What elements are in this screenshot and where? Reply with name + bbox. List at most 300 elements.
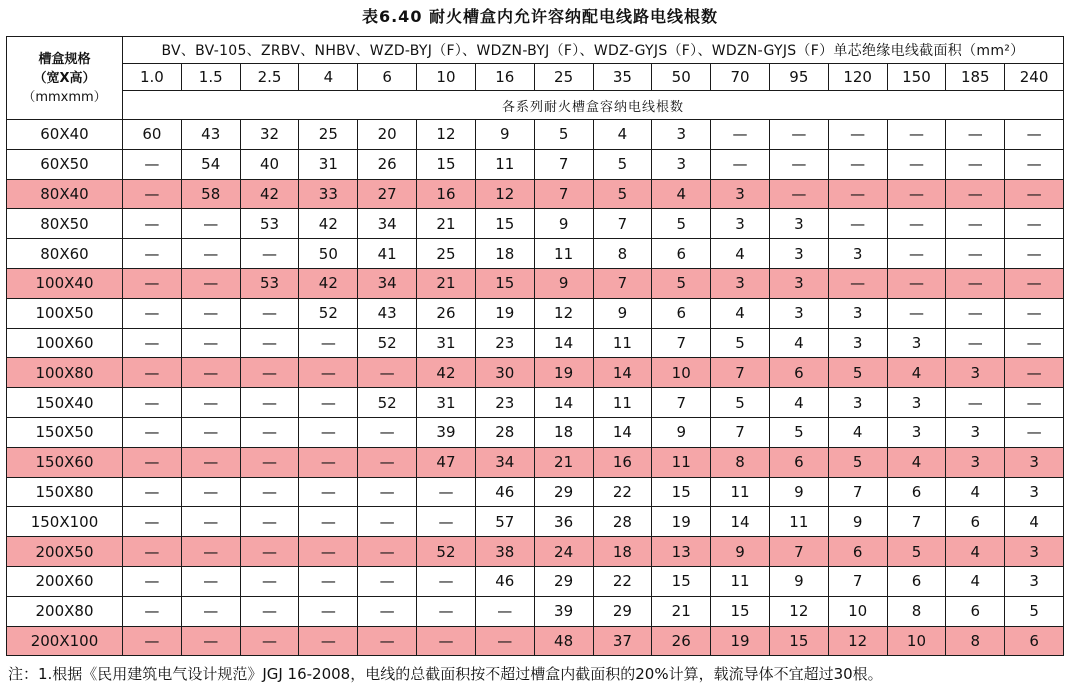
count-cell: — xyxy=(181,417,240,447)
count-cell: 52 xyxy=(358,328,417,358)
count-cell: 14 xyxy=(593,417,652,447)
count-cell: — xyxy=(946,328,1005,358)
count-cell: — xyxy=(299,626,358,656)
count-cell: — xyxy=(475,596,534,626)
count-cell: 58 xyxy=(181,179,240,209)
size-header-cell: 35 xyxy=(593,64,652,91)
count-cell: — xyxy=(1005,179,1064,209)
count-cell: — xyxy=(475,626,534,656)
count-cell: 38 xyxy=(475,537,534,567)
count-cell: 24 xyxy=(534,537,593,567)
count-cell: 52 xyxy=(417,537,476,567)
count-cell: 4 xyxy=(946,537,1005,567)
count-cell: — xyxy=(946,179,1005,209)
count-cell: 53 xyxy=(240,209,299,239)
count-cell: 29 xyxy=(534,566,593,596)
count-cell: 3 xyxy=(769,268,828,298)
count-cell: — xyxy=(358,626,417,656)
count-cell: 4 xyxy=(946,477,1005,507)
count-cell: 3 xyxy=(946,358,1005,388)
count-cell: 25 xyxy=(299,120,358,150)
count-cell: 16 xyxy=(417,179,476,209)
count-cell: 6 xyxy=(887,566,946,596)
count-cell: 12 xyxy=(417,120,476,150)
count-cell: 9 xyxy=(475,120,534,150)
count-cell: — xyxy=(1005,239,1064,269)
spec-cell: 100X60 xyxy=(7,328,123,358)
count-cell: 42 xyxy=(240,179,299,209)
count-cell: 5 xyxy=(828,447,887,477)
count-cell: — xyxy=(417,566,476,596)
count-cell: 3 xyxy=(946,447,1005,477)
count-cell: — xyxy=(123,417,182,447)
spec-cell: 150X80 xyxy=(7,477,123,507)
count-cell: 4 xyxy=(1005,507,1064,537)
spec-cell: 150X100 xyxy=(7,507,123,537)
count-cell: — xyxy=(240,388,299,418)
count-cell: — xyxy=(299,358,358,388)
count-cell: — xyxy=(123,477,182,507)
spec-cell: 200X80 xyxy=(7,596,123,626)
count-cell: 11 xyxy=(475,149,534,179)
table-row xyxy=(7,358,1064,388)
table-row xyxy=(7,537,1064,567)
count-cell: 4 xyxy=(711,239,770,269)
count-cell: 14 xyxy=(711,507,770,537)
count-cell: — xyxy=(181,328,240,358)
count-cell: — xyxy=(299,388,358,418)
count-cell: 4 xyxy=(769,388,828,418)
count-cell: 28 xyxy=(475,417,534,447)
count-cell: 53 xyxy=(240,268,299,298)
count-cell: — xyxy=(240,537,299,567)
count-cell: — xyxy=(1005,209,1064,239)
count-cell: 4 xyxy=(593,120,652,150)
count-cell: 4 xyxy=(946,566,1005,596)
count-cell: — xyxy=(181,447,240,477)
size-header-cell: 150 xyxy=(887,64,946,91)
count-cell: 7 xyxy=(593,268,652,298)
count-cell: 39 xyxy=(417,417,476,447)
count-cell: 31 xyxy=(417,388,476,418)
count-cell: 12 xyxy=(769,596,828,626)
count-cell: — xyxy=(181,209,240,239)
count-cell: — xyxy=(299,507,358,537)
count-cell: 4 xyxy=(887,447,946,477)
count-cell: 40 xyxy=(240,149,299,179)
count-cell: 3 xyxy=(711,179,770,209)
count-cell: 5 xyxy=(711,388,770,418)
spec-header-line2: （宽X高） xyxy=(33,70,96,86)
count-cell: 31 xyxy=(299,149,358,179)
count-cell: 9 xyxy=(769,566,828,596)
count-cell: 41 xyxy=(358,239,417,269)
count-cell: — xyxy=(358,358,417,388)
count-cell: — xyxy=(240,447,299,477)
count-cell: — xyxy=(299,537,358,567)
size-header-cell: 120 xyxy=(828,64,887,91)
count-cell: — xyxy=(711,120,770,150)
count-cell: 5 xyxy=(652,209,711,239)
count-cell: 4 xyxy=(828,417,887,447)
count-cell: — xyxy=(299,417,358,447)
count-cell: — xyxy=(299,328,358,358)
table-row xyxy=(7,507,1064,537)
count-cell: 42 xyxy=(299,209,358,239)
count-cell: 7 xyxy=(769,537,828,567)
count-cell: 7 xyxy=(711,358,770,388)
count-cell: — xyxy=(181,566,240,596)
count-cell: 7 xyxy=(593,209,652,239)
count-cell: — xyxy=(240,566,299,596)
count-cell: — xyxy=(887,149,946,179)
count-cell: 20 xyxy=(358,120,417,150)
count-cell: 5 xyxy=(534,120,593,150)
count-cell: 50 xyxy=(299,239,358,269)
count-cell: — xyxy=(358,477,417,507)
count-cell: 6 xyxy=(946,507,1005,537)
count-cell: 21 xyxy=(417,209,476,239)
table-title: 表6.40 耐火槽盒内允许容纳配电线路电线根数 xyxy=(361,7,719,26)
table-row xyxy=(7,120,1064,150)
size-header-cell: 1.0 xyxy=(123,64,182,91)
footnote: 注：1.根据《民用建筑电气设计规范》JGJ 16-2008，电线的总截面积按不超过槽盒内截面积的20%计算，载流导体不宜超过30根。 xyxy=(8,665,883,683)
count-cell: 4 xyxy=(887,358,946,388)
count-cell: 7 xyxy=(652,388,711,418)
count-cell: 14 xyxy=(534,328,593,358)
count-cell: 54 xyxy=(181,149,240,179)
count-cell: — xyxy=(181,268,240,298)
count-cell: 48 xyxy=(534,626,593,656)
count-cell: — xyxy=(946,268,1005,298)
table-row xyxy=(7,298,1064,328)
count-cell: — xyxy=(1005,298,1064,328)
count-cell: — xyxy=(240,298,299,328)
count-cell: — xyxy=(828,209,887,239)
count-cell: 31 xyxy=(417,328,476,358)
size-header-cell: 16 xyxy=(475,64,534,91)
count-cell: 46 xyxy=(475,566,534,596)
count-cell: — xyxy=(240,626,299,656)
count-cell: 15 xyxy=(475,209,534,239)
count-cell: 8 xyxy=(887,596,946,626)
count-cell: 18 xyxy=(475,239,534,269)
spec-cell: 100X40 xyxy=(7,268,123,298)
spec-cell: 150X60 xyxy=(7,447,123,477)
count-cell: — xyxy=(946,149,1005,179)
count-cell: — xyxy=(123,298,182,328)
count-cell: 3 xyxy=(769,239,828,269)
count-cell: 7 xyxy=(828,477,887,507)
count-cell: 15 xyxy=(652,477,711,507)
count-cell: 15 xyxy=(769,626,828,656)
count-cell: 9 xyxy=(828,507,887,537)
count-cell: — xyxy=(123,328,182,358)
count-cell: 23 xyxy=(475,328,534,358)
size-header-cell: 25 xyxy=(534,64,593,91)
table-row xyxy=(7,149,1064,179)
count-cell: — xyxy=(769,120,828,150)
count-cell: 11 xyxy=(652,447,711,477)
count-cell: 5 xyxy=(828,358,887,388)
count-cell: 11 xyxy=(534,239,593,269)
table-row xyxy=(7,626,1064,656)
count-cell: — xyxy=(123,388,182,418)
count-cell: 6 xyxy=(1005,626,1064,656)
count-cell: 43 xyxy=(358,298,417,328)
count-cell: 42 xyxy=(417,358,476,388)
size-header-cell: 95 xyxy=(769,64,828,91)
count-cell: 28 xyxy=(593,507,652,537)
count-cell: 26 xyxy=(417,298,476,328)
count-cell: 10 xyxy=(828,596,887,626)
size-header-cell: 2.5 xyxy=(240,64,299,91)
count-cell: 19 xyxy=(534,358,593,388)
count-cell: 43 xyxy=(181,120,240,150)
count-cell: — xyxy=(1005,388,1064,418)
count-cell: 26 xyxy=(652,626,711,656)
count-cell: — xyxy=(123,149,182,179)
size-header-cell: 4 xyxy=(299,64,358,91)
count-cell: 9 xyxy=(534,268,593,298)
count-cell: — xyxy=(1005,358,1064,388)
count-cell: 11 xyxy=(769,507,828,537)
count-cell: — xyxy=(887,298,946,328)
table-row xyxy=(7,596,1064,626)
count-cell: — xyxy=(358,537,417,567)
spec-cell: 60X40 xyxy=(7,120,123,150)
table-row xyxy=(7,447,1064,477)
count-cell: — xyxy=(1005,268,1064,298)
count-cell: 3 xyxy=(828,298,887,328)
count-cell: 11 xyxy=(711,477,770,507)
count-cell: — xyxy=(123,209,182,239)
count-cell: 18 xyxy=(593,537,652,567)
table-row xyxy=(7,268,1064,298)
count-cell: 7 xyxy=(887,507,946,537)
count-cell: 8 xyxy=(711,447,770,477)
count-cell: 26 xyxy=(358,149,417,179)
count-cell: 12 xyxy=(534,298,593,328)
count-cell: — xyxy=(240,596,299,626)
table-row xyxy=(7,209,1064,239)
table-row xyxy=(7,477,1064,507)
count-cell: — xyxy=(181,596,240,626)
count-cell: — xyxy=(1005,120,1064,150)
count-cell: — xyxy=(240,358,299,388)
count-cell: — xyxy=(358,596,417,626)
count-cell: — xyxy=(299,447,358,477)
count-cell: 11 xyxy=(711,566,770,596)
count-cell: 3 xyxy=(828,388,887,418)
spec-cell: 80X40 xyxy=(7,179,123,209)
count-cell: — xyxy=(417,507,476,537)
count-cell: 21 xyxy=(652,596,711,626)
count-cell: — xyxy=(240,477,299,507)
count-cell: 9 xyxy=(652,417,711,447)
count-cell: 5 xyxy=(593,149,652,179)
count-cell: 12 xyxy=(475,179,534,209)
count-cell: 3 xyxy=(711,268,770,298)
count-cell: — xyxy=(299,596,358,626)
spec-cell: 200X100 xyxy=(7,626,123,656)
count-cell: — xyxy=(887,268,946,298)
count-cell: 3 xyxy=(887,417,946,447)
count-cell: 21 xyxy=(534,447,593,477)
count-cell: 9 xyxy=(534,209,593,239)
count-cell: — xyxy=(123,179,182,209)
count-cell: — xyxy=(887,179,946,209)
count-cell: 5 xyxy=(887,537,946,567)
size-header-cell: 1.5 xyxy=(181,64,240,91)
count-cell: — xyxy=(123,239,182,269)
count-cell: 6 xyxy=(769,447,828,477)
wire-count-table xyxy=(6,36,1064,656)
count-cell: 4 xyxy=(711,298,770,328)
spec-cell: 150X50 xyxy=(7,417,123,447)
series-header: BV、BV-105、ZRBV、NHBV、WZD-BYJ（F）、WDZN-BYJ（F）、WDZ-GYJS（F）、WDZN-GYJS（F）单芯绝缘电线截面积（mm²） xyxy=(123,37,1064,64)
count-cell: — xyxy=(123,447,182,477)
count-cell: 6 xyxy=(828,537,887,567)
count-cell: 11 xyxy=(593,328,652,358)
count-cell: — xyxy=(299,566,358,596)
count-cell: — xyxy=(769,179,828,209)
count-cell: — xyxy=(123,268,182,298)
count-cell: — xyxy=(181,507,240,537)
count-cell: 18 xyxy=(534,417,593,447)
count-cell: 6 xyxy=(887,477,946,507)
count-cell: — xyxy=(123,596,182,626)
count-cell: 4 xyxy=(769,328,828,358)
count-cell: 14 xyxy=(593,358,652,388)
count-cell: 15 xyxy=(711,596,770,626)
count-cell: 9 xyxy=(711,537,770,567)
count-cell: 9 xyxy=(769,477,828,507)
count-cell: — xyxy=(358,417,417,447)
spec-header-cell xyxy=(7,37,123,120)
count-cell: 3 xyxy=(652,149,711,179)
count-cell: 3 xyxy=(946,417,1005,447)
count-cell: 25 xyxy=(417,239,476,269)
count-cell: 13 xyxy=(652,537,711,567)
count-cell: — xyxy=(358,507,417,537)
count-cell: 5 xyxy=(711,328,770,358)
count-cell: 6 xyxy=(652,239,711,269)
count-cell: 6 xyxy=(652,298,711,328)
count-cell: 29 xyxy=(593,596,652,626)
count-cell: — xyxy=(181,388,240,418)
count-cell: 27 xyxy=(358,179,417,209)
count-cell: 8 xyxy=(593,239,652,269)
spec-header-line3: （mmxmm） xyxy=(22,89,107,105)
size-header-cell: 6 xyxy=(358,64,417,91)
count-cell: 3 xyxy=(1005,537,1064,567)
count-cell: 23 xyxy=(475,388,534,418)
count-cell: 8 xyxy=(946,626,1005,656)
spec-header-line1: 槽盒规格 xyxy=(38,51,91,67)
count-cell: 4 xyxy=(652,179,711,209)
count-cell: 9 xyxy=(593,298,652,328)
size-header-cell: 185 xyxy=(946,64,1005,91)
count-cell: — xyxy=(181,477,240,507)
count-cell: 22 xyxy=(593,566,652,596)
count-cell: 6 xyxy=(769,358,828,388)
count-cell: 33 xyxy=(299,179,358,209)
count-cell: 34 xyxy=(358,268,417,298)
count-cell: 46 xyxy=(475,477,534,507)
count-cell: 3 xyxy=(769,298,828,328)
count-cell: 11 xyxy=(593,388,652,418)
count-cell: — xyxy=(887,209,946,239)
count-cell: 10 xyxy=(652,358,711,388)
count-cell: 7 xyxy=(534,179,593,209)
size-header-cell: 50 xyxy=(652,64,711,91)
count-cell: — xyxy=(123,507,182,537)
count-cell: 15 xyxy=(652,566,711,596)
count-cell: — xyxy=(240,239,299,269)
count-cell: 10 xyxy=(887,626,946,656)
count-cell: 37 xyxy=(593,626,652,656)
count-cell: — xyxy=(123,358,182,388)
spec-cell: 100X80 xyxy=(7,358,123,388)
spec-cell: 80X60 xyxy=(7,239,123,269)
count-cell: 3 xyxy=(711,209,770,239)
count-cell: 5 xyxy=(593,179,652,209)
count-cell: 7 xyxy=(534,149,593,179)
count-cell: 3 xyxy=(652,120,711,150)
count-cell: 3 xyxy=(769,209,828,239)
count-cell: — xyxy=(358,566,417,596)
spec-cell: 100X50 xyxy=(7,298,123,328)
count-cell: 3 xyxy=(828,239,887,269)
count-cell: — xyxy=(1005,149,1064,179)
count-cell: — xyxy=(181,626,240,656)
count-cell: — xyxy=(1005,328,1064,358)
count-cell: 34 xyxy=(475,447,534,477)
count-cell: — xyxy=(417,626,476,656)
count-cell: 60 xyxy=(123,120,182,150)
table-row xyxy=(7,417,1064,447)
count-cell: — xyxy=(828,268,887,298)
table-row xyxy=(7,239,1064,269)
count-cell: — xyxy=(240,417,299,447)
size-header-cell: 70 xyxy=(711,64,770,91)
size-header-cell: 240 xyxy=(1005,64,1064,91)
count-cell: — xyxy=(123,537,182,567)
count-cell: 19 xyxy=(652,507,711,537)
count-cell: 3 xyxy=(1005,477,1064,507)
count-cell: 21 xyxy=(417,268,476,298)
count-cell: 36 xyxy=(534,507,593,537)
spec-cell: 60X50 xyxy=(7,149,123,179)
count-cell: 32 xyxy=(240,120,299,150)
count-cell: 6 xyxy=(946,596,1005,626)
count-cell: 7 xyxy=(828,566,887,596)
count-cell: 14 xyxy=(534,388,593,418)
count-cell: — xyxy=(828,149,887,179)
count-cell: 19 xyxy=(475,298,534,328)
count-cell: — xyxy=(181,239,240,269)
count-cell: 7 xyxy=(711,417,770,447)
count-cell: 3 xyxy=(887,328,946,358)
count-cell: — xyxy=(181,298,240,328)
spec-cell: 200X60 xyxy=(7,566,123,596)
count-cell: 34 xyxy=(358,209,417,239)
count-cell: 3 xyxy=(828,328,887,358)
subheader: 各系列耐火槽盒容纳电线根数 xyxy=(123,91,1064,120)
count-cell: 15 xyxy=(475,268,534,298)
size-header-row xyxy=(7,64,1064,91)
